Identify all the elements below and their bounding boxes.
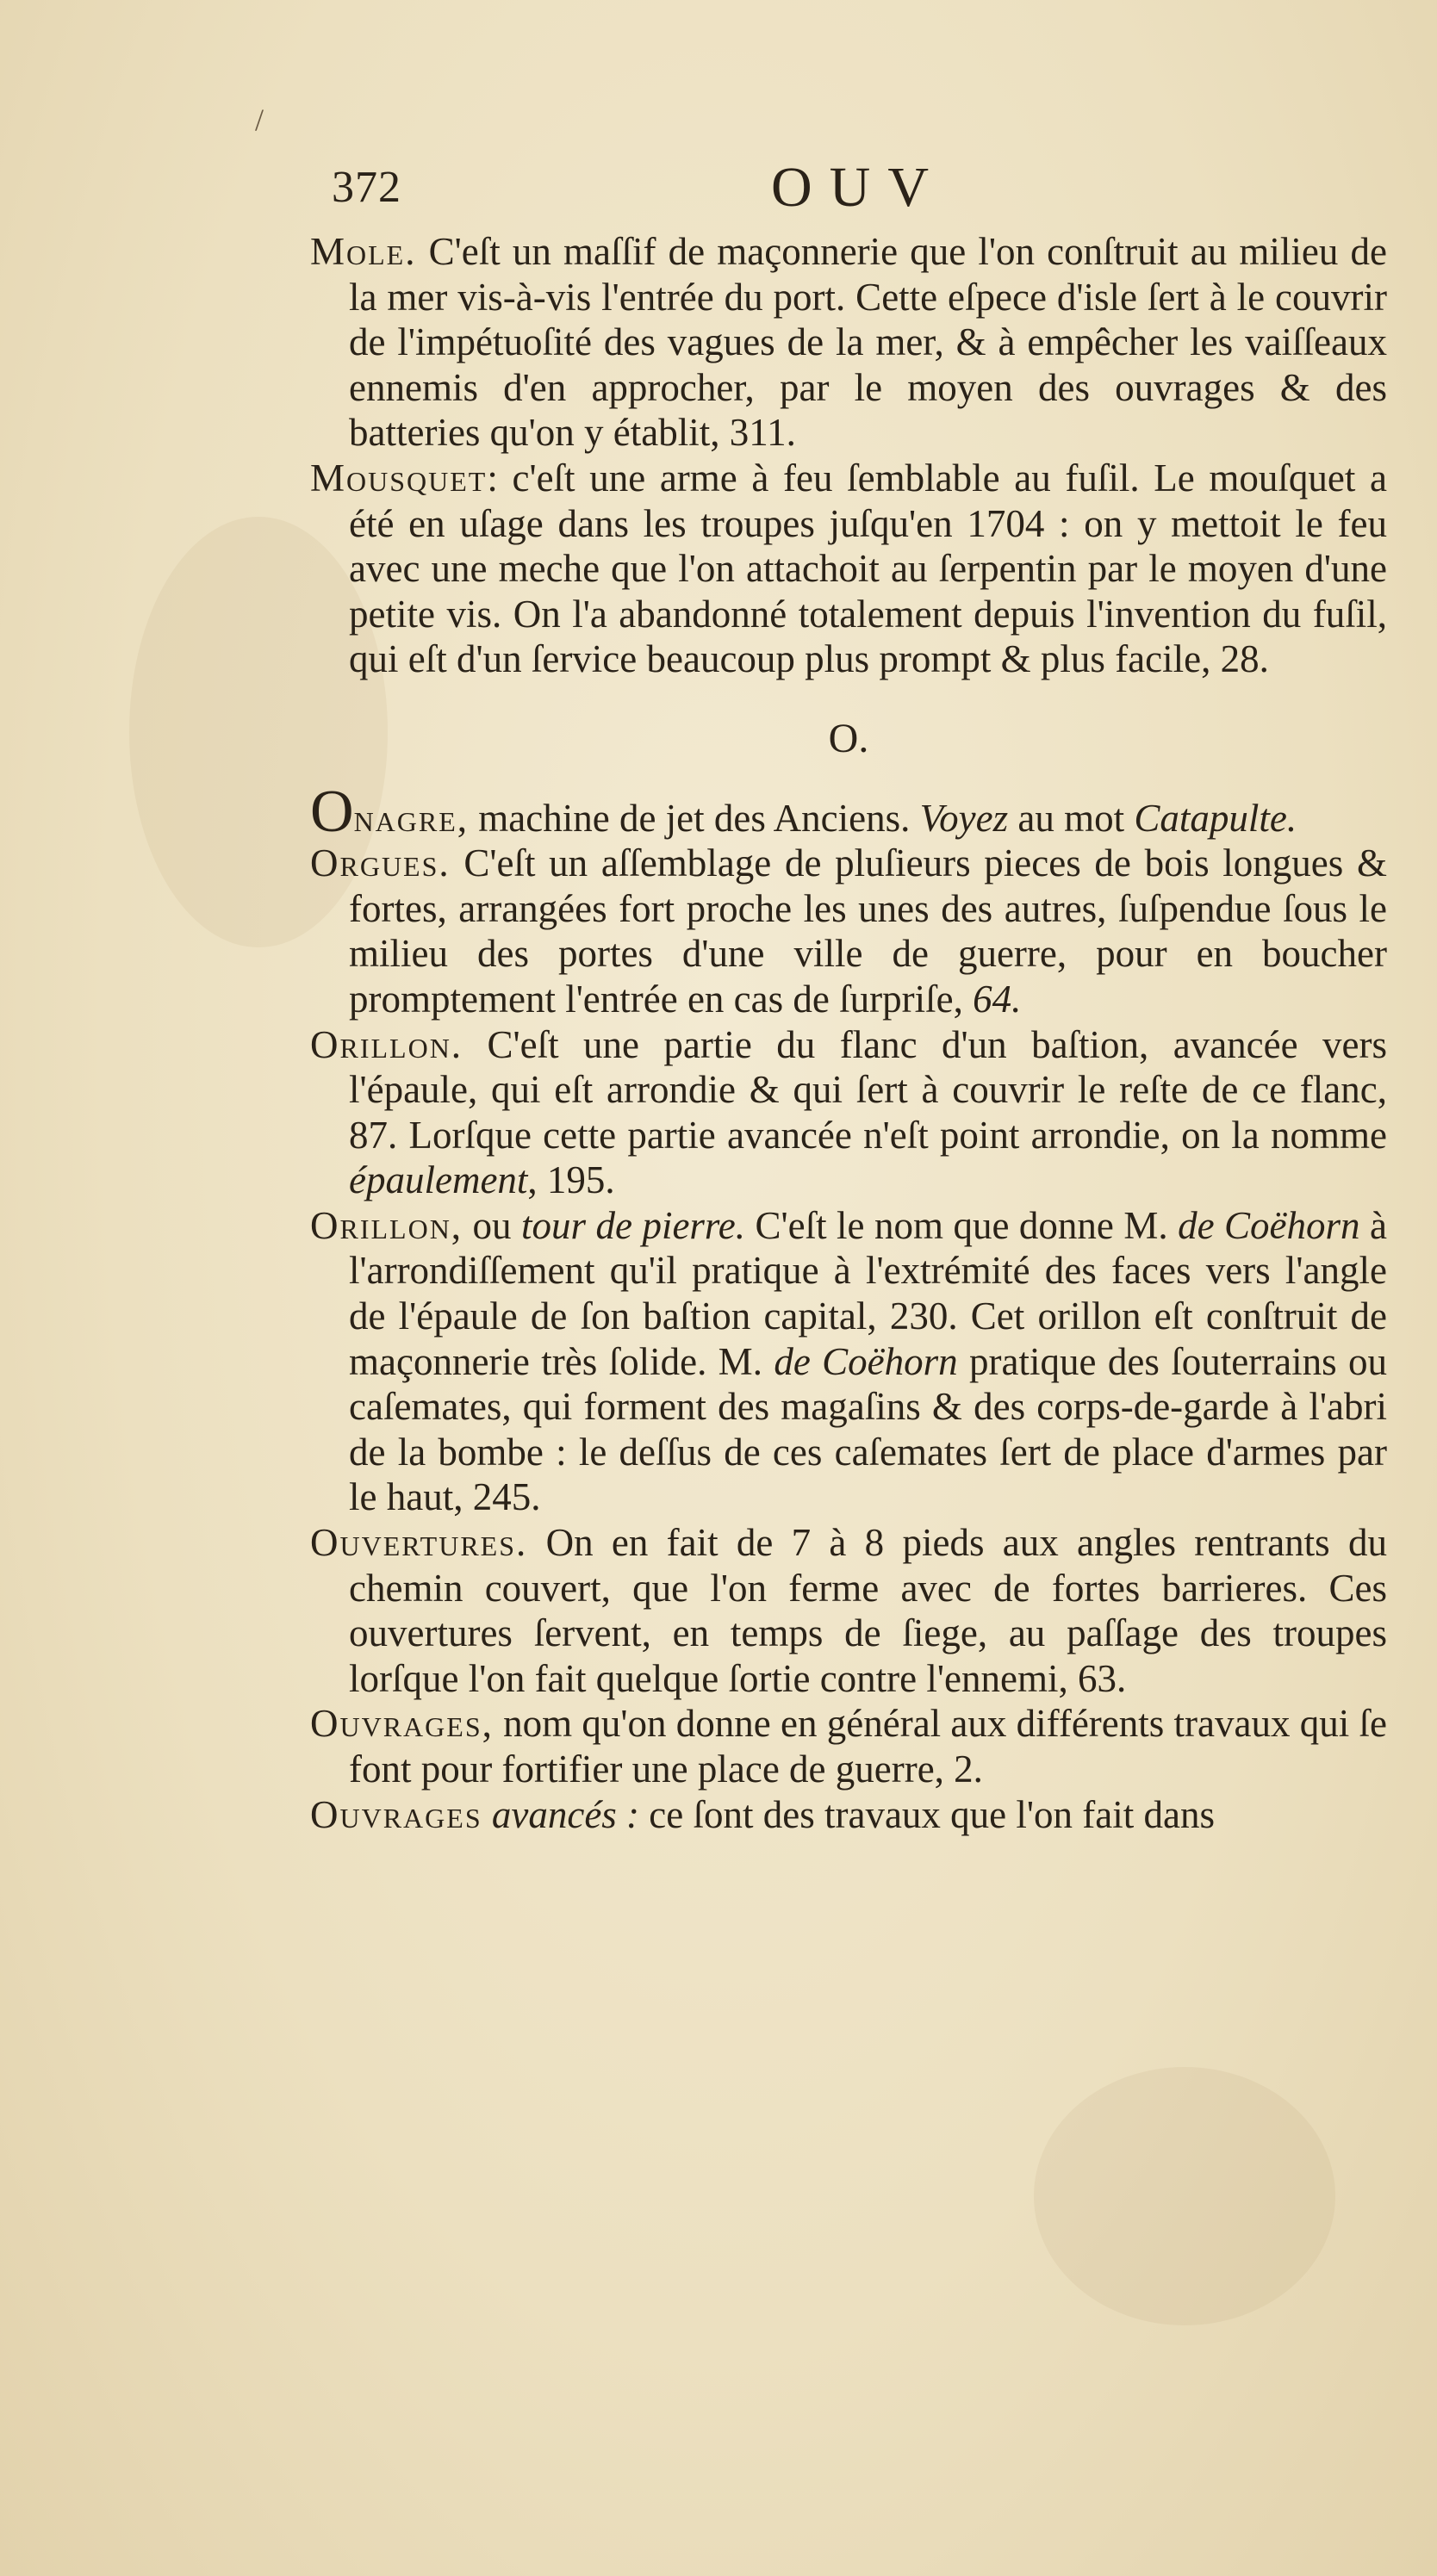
entry-italic: tour de pierre. <box>521 1203 745 1247</box>
drop-cap: O <box>310 778 354 845</box>
entry-body: C'eſt un aſſemblage de pluſieurs pieces de bois longues & fortes, arrangées fort proche les unes des autres, ſuſpendue ſous le milieu des portes d'une ville de guerre, pour en boucher promptement l'entrée en cas de ſurpriſe, <box>349 841 1387 1021</box>
glossary-entry <box>310 1203 1387 1520</box>
entry-body: machine de jet des Anciens. <box>469 796 920 840</box>
entry-italic: Voyez <box>919 796 1009 840</box>
entry-body: ou <box>463 1203 522 1247</box>
ink-mark: / <box>255 102 264 137</box>
glossary-entry <box>310 1792 1387 1838</box>
entry-term: Mole. <box>310 230 417 273</box>
glossary-entry <box>310 1701 1387 1791</box>
running-head: OUV <box>771 156 946 219</box>
entry-term: nagre, <box>353 796 470 840</box>
entry-body: On en fait de 7 à 8 pieds aux angles rentrants du chemin couvert, que l'on ferme avec de fortes barrieres. Ces ouvertures ſervent, en temps de ſiege, au paſſage des troupes lorſque l'on fait quelque ſortie contre l'ennemi, 63. <box>349 1521 1387 1700</box>
entry-body: à l'arrondiſſement qu'il pratique à l'extrémité des faces vers l'angle de l'épaule de ſon baſtion capital, 230. Cet orillon eſt conſtruit de maçonnerie très ſolide. M. <box>349 1203 1387 1383</box>
page-number: 372 <box>332 163 401 212</box>
entry-body: ce ſont des travaux que l'on fait dans <box>639 1792 1215 1836</box>
entry-italic: avancés : <box>491 1792 640 1836</box>
entry-body: C'eſt une partie du flanc d'un baſtion, avancée vers l'épaule, qui eſt arrondie & qui ſert à couvrir le reſte de ce flanc, 87. Lorſque cette partie avancée n'eſt point arrondie, on la nomme <box>349 1022 1387 1157</box>
entry-term: Orgues. <box>310 841 451 885</box>
entry-italic: épaulement <box>349 1158 528 1202</box>
entry-italic: de Coëhorn <box>774 1339 958 1383</box>
page-header <box>332 155 1391 224</box>
glossary-entry <box>310 841 1387 1021</box>
entry-term: Ouvertures. <box>310 1521 528 1565</box>
entry-body: , 195. <box>527 1158 615 1202</box>
glossary-entry <box>310 778 1387 845</box>
entry-body: C'eſt un maſſif de maçonnerie que l'on conſtruit au milieu de la mer vis-à-vis l'entrée du port. Cette eſpece d'isle ſert à le couvrir de l'impétuoſité des vagues de la mer, & à empêcher les vaiſſeaux ennemis d'en approcher, par le moyen des ouvrages & des batteries qu'on y établit, 311. <box>349 230 1387 455</box>
entry-term: Orillon, <box>310 1203 463 1247</box>
body-text <box>310 229 1387 1837</box>
glossary-entry <box>310 229 1387 456</box>
entry-body: au mot <box>1008 796 1135 840</box>
entry-body <box>482 1793 492 1836</box>
paper-stain <box>1034 2067 1335 2325</box>
entry-term: Ouvrages <box>310 1792 482 1836</box>
entry-term: Mousquet <box>310 456 488 500</box>
glossary-entry <box>310 1022 1387 1203</box>
entry-italic: de Coëhorn <box>1178 1203 1360 1247</box>
entry-body: C'eſt le nom que donne M. <box>745 1203 1179 1247</box>
entry-body: nom qu'on donne en général aux différents travaux qui ſe font pour fortifier une place de guerre, 2. <box>349 1702 1387 1791</box>
entry-italic: Catapulte. <box>1134 796 1297 840</box>
entry-body: : c'eſt une arme à feu ſemblable au fuſil. Le mouſquet a été en uſage dans les troupes juſqu'en 1704 : on y mettoit le feu avec une meche que l'on attachoit au ſerpentin par le moyen d'une petite vis. On l'a abandonné totalement depuis l'invention du fuſil, qui eſt d'un ſervice beaucoup plus prompt & plus facile, 28. <box>349 456 1387 681</box>
glossary-entry <box>310 456 1387 682</box>
glossary-entry <box>310 1520 1387 1701</box>
entry-body: pratique des ſouterrains ou caſemates, qui forment des magaſins & des corps-de-garde à l'abri de la bombe : le deſſus de ces caſemates ſert de place d'armes par le haut, 245. <box>349 1339 1387 1519</box>
entry-term: Ouvrages, <box>310 1702 494 1746</box>
entry-term: Orillon. <box>310 1022 463 1066</box>
entry-italic: 64. <box>973 977 1022 1021</box>
section-letter: O. <box>828 715 869 761</box>
